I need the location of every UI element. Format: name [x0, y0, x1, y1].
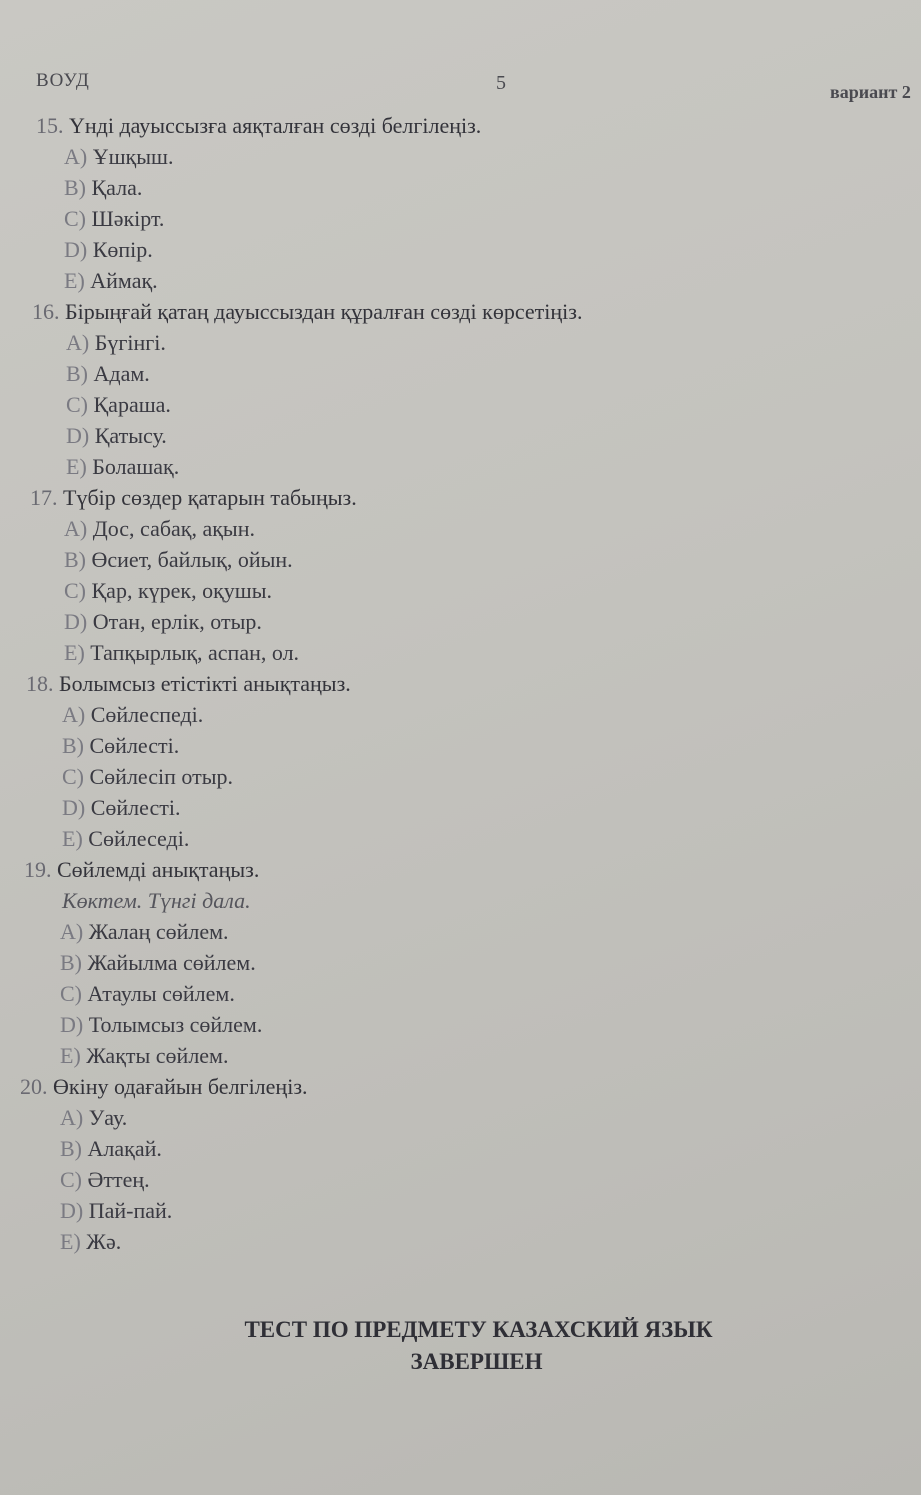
- option-letter: D): [60, 1012, 84, 1037]
- option-letter: B): [60, 950, 82, 975]
- option-text: Алақай.: [87, 1136, 162, 1161]
- option-letter: E): [64, 640, 85, 665]
- question-text: [0, 668, 921, 699]
- option-text: Ұшқыш.: [92, 144, 174, 169]
- option-text: Болашақ.: [92, 454, 180, 479]
- option-text: Жә.: [86, 1229, 122, 1254]
- option-e[interactable]: [0, 823, 921, 854]
- option-text: Қала.: [91, 175, 143, 200]
- option-b[interactable]: [0, 172, 921, 203]
- option-d[interactable]: [0, 234, 921, 265]
- test-complete-footer: [0, 1314, 921, 1378]
- option-letter: E): [60, 1229, 81, 1254]
- question-text: [0, 296, 921, 327]
- option-e[interactable]: [0, 451, 921, 482]
- option-text: Сөйлесіп отыр.: [89, 764, 233, 789]
- option-letter: C): [62, 764, 84, 789]
- option-text: Өсиет, байлық, ойын.: [91, 547, 293, 572]
- option-letter: C): [60, 1167, 82, 1192]
- option-c[interactable]: [0, 1164, 921, 1195]
- option-letter: E): [66, 454, 87, 479]
- option-letter: A): [60, 919, 84, 944]
- question-19: [0, 854, 921, 1071]
- option-list: [0, 513, 921, 668]
- option-text: Отан, ерлік, отыр.: [92, 609, 262, 634]
- option-letter: C): [66, 392, 88, 417]
- question-list: [0, 110, 921, 1257]
- question-number: 20.: [20, 1074, 48, 1099]
- option-b[interactable]: [0, 1133, 921, 1164]
- option-text: Уау.: [88, 1105, 128, 1130]
- question-18: [0, 668, 921, 854]
- option-b[interactable]: [0, 947, 921, 978]
- question-text: [0, 482, 921, 513]
- option-text: Сөйлеседі.: [88, 826, 190, 851]
- option-letter: D): [62, 795, 86, 820]
- option-e[interactable]: [0, 637, 921, 668]
- option-d[interactable]: [0, 792, 921, 823]
- option-text: Толымсыз сөйлем.: [88, 1012, 263, 1037]
- option-letter: E): [64, 268, 85, 293]
- option-letter: A): [60, 1105, 84, 1130]
- question-text: [0, 854, 921, 885]
- option-text: Әттең.: [87, 1167, 150, 1192]
- option-d[interactable]: [0, 1009, 921, 1040]
- option-a[interactable]: [0, 327, 921, 358]
- question-title: Болымсыз етістікті анықтаңыз.: [59, 671, 351, 696]
- header-label: ВОУД: [36, 70, 90, 91]
- option-text: Жалаң сөйлем.: [88, 919, 229, 944]
- footer-line-1: ТЕСТ ПО ПРЕДМЕТУ КАЗАХСКИЙ ЯЗЫК: [244, 1317, 713, 1342]
- option-b[interactable]: [0, 358, 921, 389]
- option-letter: B): [64, 547, 86, 572]
- option-d[interactable]: [0, 420, 921, 451]
- option-letter: A): [64, 516, 88, 541]
- option-letter: D): [66, 423, 90, 448]
- option-c[interactable]: [0, 978, 921, 1009]
- question-number: 18.: [26, 671, 54, 696]
- option-d[interactable]: [0, 606, 921, 637]
- option-a[interactable]: [0, 699, 921, 730]
- question-title: Түбір сөздер қатарын табыңыз.: [63, 485, 357, 510]
- question-title: Өкіну одағайын белгілеңіз.: [53, 1074, 308, 1099]
- option-text: Шәкірт.: [91, 206, 165, 231]
- question-title: Үнді дауыссызға аяқталған сөзді белгілеңіз.: [69, 113, 482, 138]
- question-16: [0, 296, 921, 482]
- option-letter: D): [64, 609, 88, 634]
- question-title: Сөйлемді анықтаңыз.: [57, 857, 260, 882]
- option-letter: C): [60, 981, 82, 1006]
- question-number: 15.: [36, 113, 64, 138]
- option-text: Пай-пай.: [88, 1198, 173, 1223]
- question-number: 19.: [24, 857, 52, 882]
- option-c[interactable]: [0, 389, 921, 420]
- option-list: [0, 699, 921, 854]
- option-text: Сөйлесті.: [90, 795, 181, 820]
- option-letter: A): [62, 702, 86, 727]
- option-a[interactable]: [0, 513, 921, 544]
- option-text: Сөйлеспеді.: [90, 702, 204, 727]
- option-text: Сөйлесті.: [89, 733, 180, 758]
- option-text: Адам.: [93, 361, 150, 386]
- question-15: [0, 110, 921, 296]
- option-letter: B): [62, 733, 84, 758]
- option-text: Аймақ.: [90, 268, 158, 293]
- question-number: 17.: [30, 485, 58, 510]
- option-text: Бүгінгі.: [94, 330, 166, 355]
- question-example: Көктем. Түнгі дала.: [62, 888, 251, 913]
- option-a[interactable]: [0, 916, 921, 947]
- option-letter: B): [64, 175, 86, 200]
- option-list: [0, 916, 921, 1071]
- option-text: Көпір.: [92, 237, 153, 262]
- variant-label: вариант 2: [830, 82, 911, 102]
- option-text: Жақты сөйлем.: [86, 1043, 229, 1068]
- option-e[interactable]: [0, 1226, 921, 1257]
- option-letter: C): [64, 578, 86, 603]
- option-letter: D): [60, 1198, 84, 1223]
- option-letter: E): [60, 1043, 81, 1068]
- footer-line-2: ЗАВЕРШЕН: [410, 1349, 543, 1374]
- option-e[interactable]: [0, 1040, 921, 1071]
- option-d[interactable]: [0, 1195, 921, 1226]
- question-title: Бірыңғай қатаң дауыссыздан құралған сөзді көрсетіңіз.: [65, 299, 583, 324]
- option-text: Дос, сабақ, ақын.: [92, 516, 255, 541]
- option-letter: E): [62, 826, 83, 851]
- option-b[interactable]: [0, 730, 921, 761]
- option-text: Атаулы сөйлем.: [87, 981, 235, 1006]
- option-text: Қараша.: [93, 392, 171, 417]
- option-letter: B): [60, 1136, 82, 1161]
- page-number: 5: [496, 72, 506, 94]
- question-text: [0, 110, 921, 141]
- option-text: Қар, күрек, оқушы.: [91, 578, 272, 603]
- option-text: Тапқырлық, аспан, ол.: [90, 640, 300, 665]
- option-letter: A): [64, 144, 88, 169]
- question-17: [0, 482, 921, 668]
- option-list: [0, 1102, 921, 1257]
- option-text: Жайылма сөйлем.: [87, 950, 256, 975]
- option-c[interactable]: [0, 761, 921, 792]
- option-c[interactable]: [0, 203, 921, 234]
- option-text: Қатысу.: [94, 423, 167, 448]
- option-c[interactable]: [0, 575, 921, 606]
- option-a[interactable]: [0, 141, 921, 172]
- option-b[interactable]: [0, 544, 921, 575]
- question-20: [0, 1071, 921, 1257]
- question-text: [0, 1071, 921, 1102]
- option-list: [0, 141, 921, 296]
- option-list: [0, 327, 921, 482]
- option-letter: D): [64, 237, 88, 262]
- option-e[interactable]: [0, 265, 921, 296]
- question-number: 16.: [32, 299, 60, 324]
- option-letter: B): [66, 361, 88, 386]
- option-letter: A): [66, 330, 90, 355]
- option-a[interactable]: [0, 1102, 921, 1133]
- option-letter: C): [64, 206, 86, 231]
